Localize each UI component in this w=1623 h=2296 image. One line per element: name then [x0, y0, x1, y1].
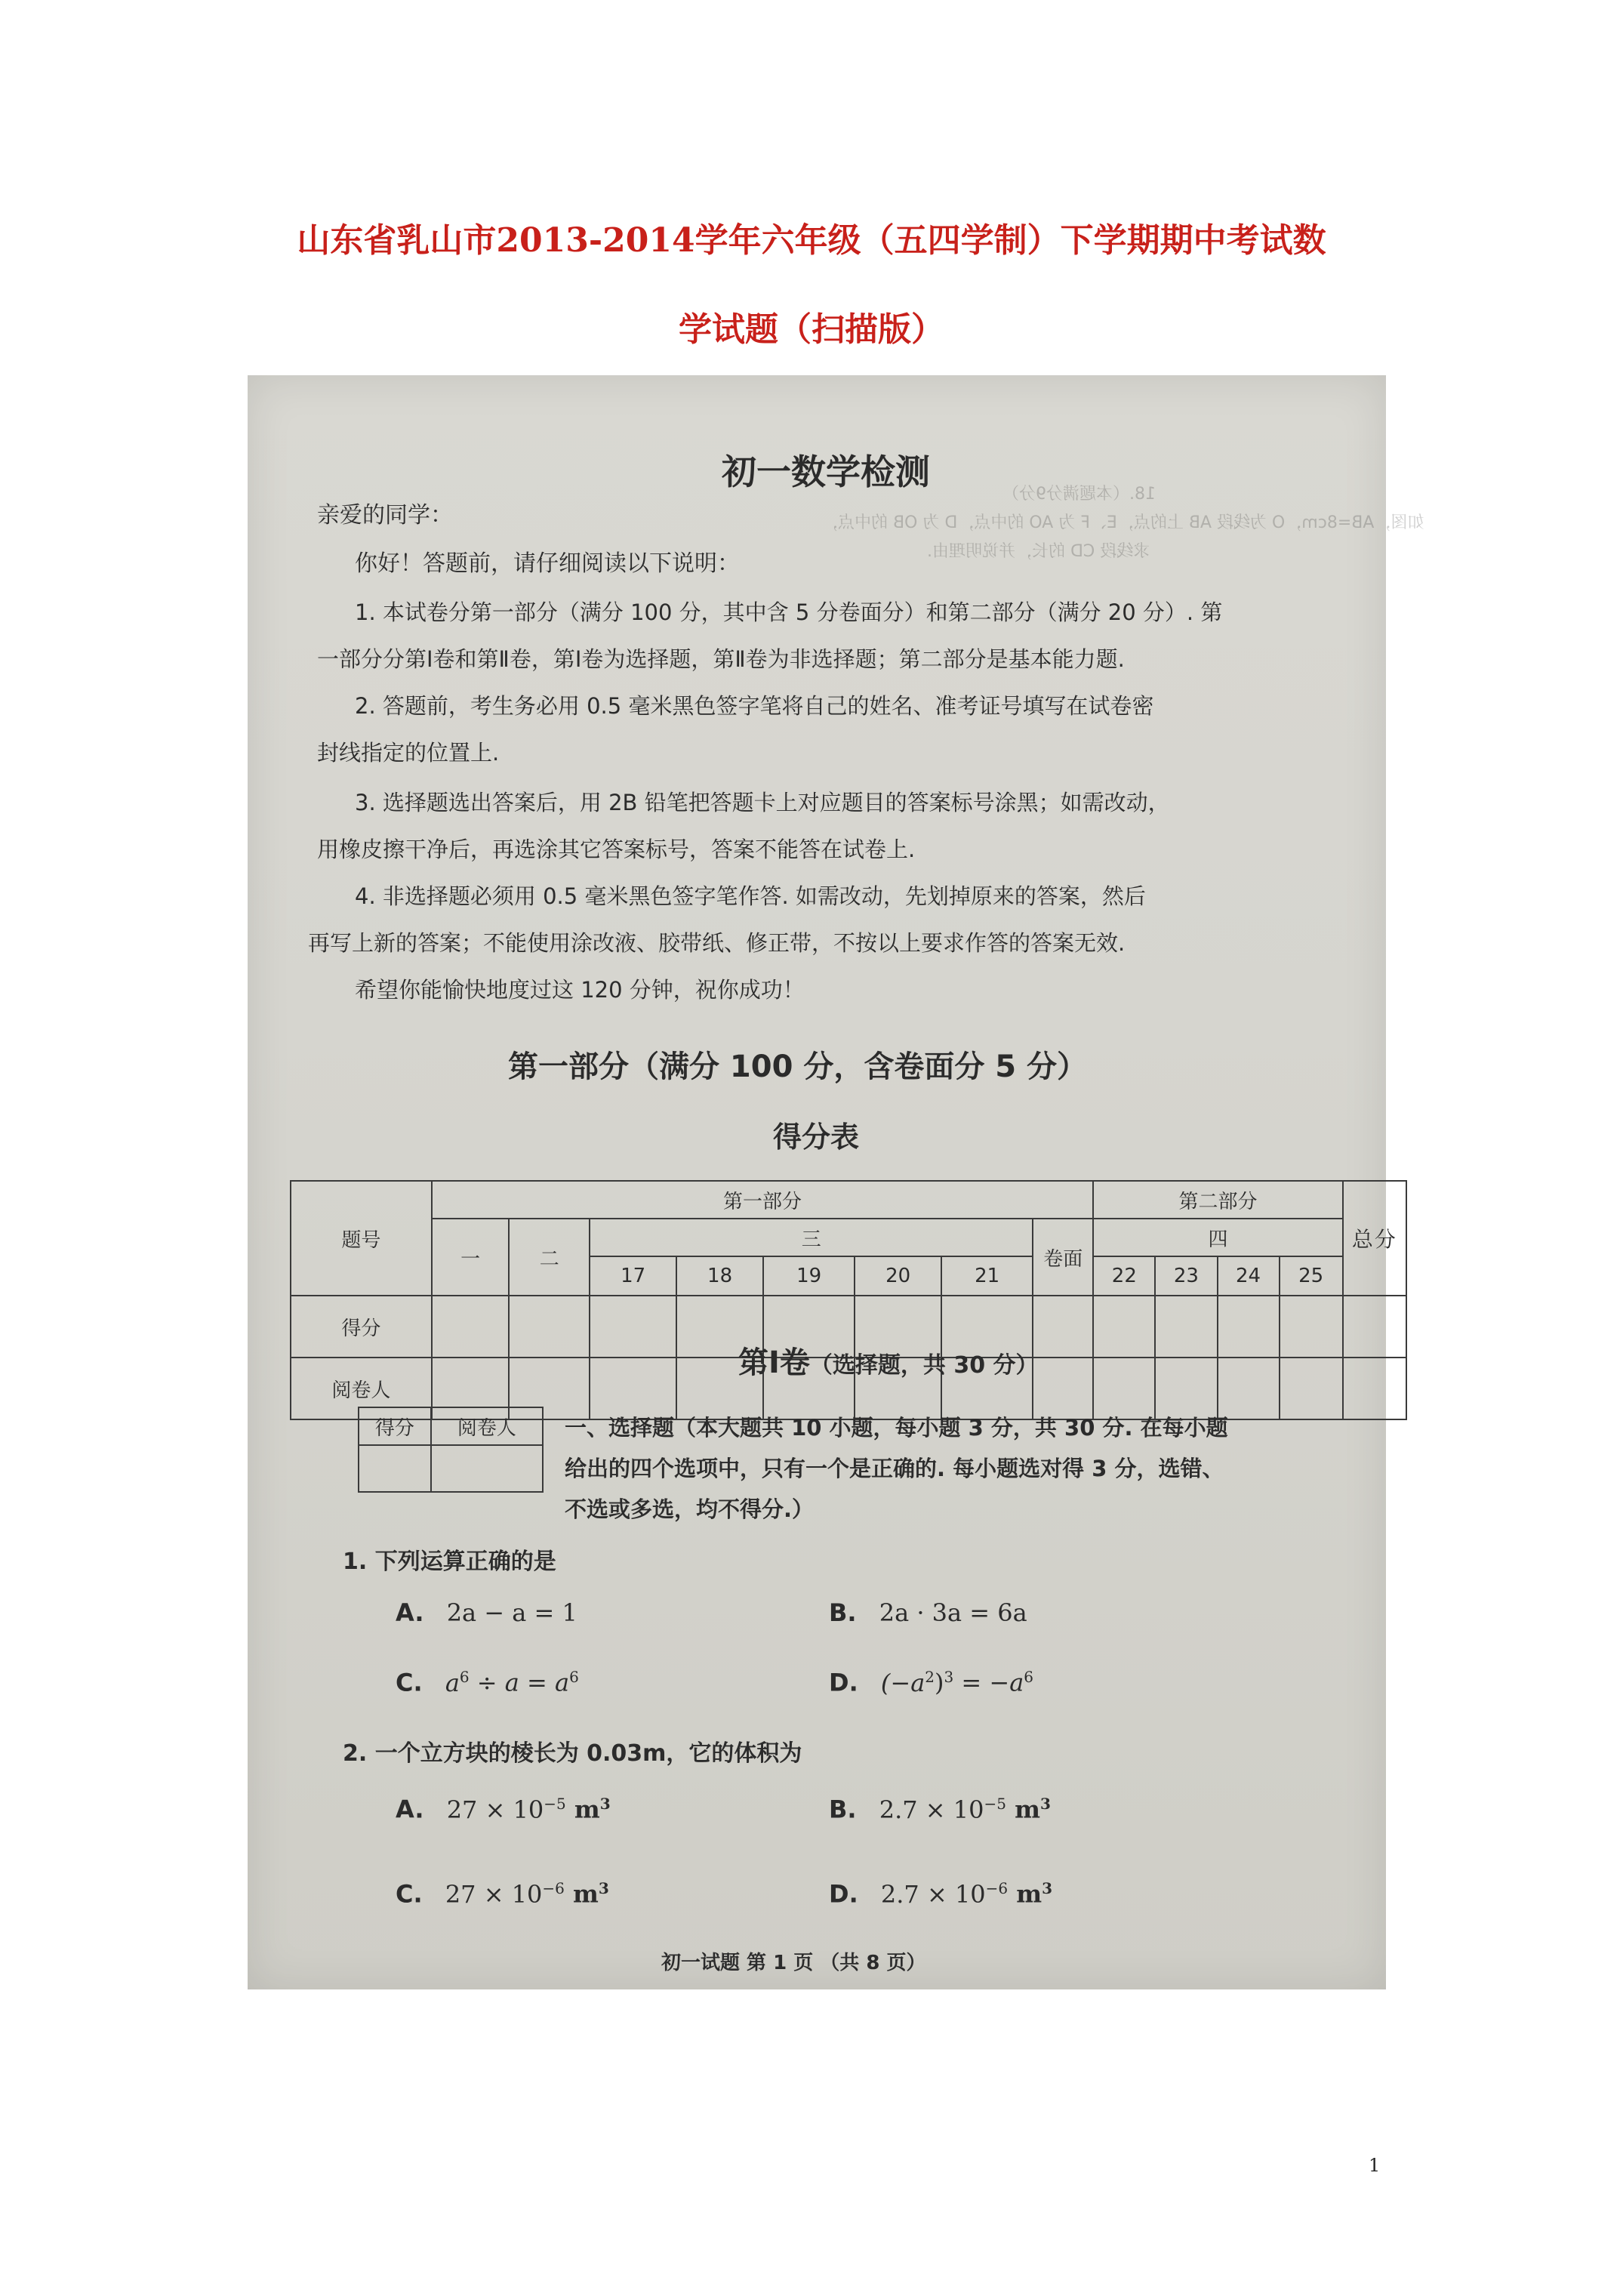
bleed-through-line: 18.（本题满分9分） [1002, 485, 1156, 504]
mini-header-yuejuanren: 阅卷人 [431, 1407, 543, 1445]
score-cell [432, 1296, 510, 1358]
mini-grader-cell [431, 1445, 543, 1492]
instruction-line: 4. 非选择题必须用 0.5 毫米黑色签字笔作答. 如需改动，先划掉原来的答案，然后 [355, 883, 1146, 909]
page-footer: 初一试题 第 1 页 （共 8 页） [661, 1952, 926, 1974]
instruction-line: 用橡皮擦干净后，再选涂其它答案标号，答案不能答在试卷上. [317, 837, 916, 862]
option-label: D. [829, 1879, 858, 1909]
exponent: 3 [944, 1668, 954, 1686]
instruction-line: 再写上新的答案；不能使用涂改液、胶带纸、修正带，不按以上要求作答的答案无效. [308, 930, 1126, 956]
option-label: D. [829, 1668, 858, 1697]
header-q24: 24 [1218, 1256, 1280, 1296]
grader-cell [1155, 1358, 1217, 1419]
header-total: 总分 [1343, 1181, 1406, 1296]
header-q23: 23 [1155, 1256, 1217, 1296]
option-text: 2.7 × 10 [880, 1879, 986, 1909]
header-san: 三 [590, 1219, 1033, 1256]
instruction-line: 一部分分第Ⅰ卷和第Ⅱ卷，第Ⅰ卷为选择题，第Ⅱ卷为非选择题；第二部分是基本能力题. [317, 646, 1125, 672]
q2-option-b [829, 1795, 1051, 1824]
option-label: A. [396, 1795, 424, 1824]
option-text: 2a − a = 1 [446, 1598, 577, 1627]
q1-option-c [396, 1668, 579, 1697]
instruction-line: 2. 答题前，考生务必用 0.5 毫米黑色签字笔将自己的姓名、准考证号填写在试卷密 [355, 693, 1154, 719]
section1-instruction-line: 给出的四个选项中，只有一个是正确的. 每小题选对得 3 分，选错、 [565, 1456, 1224, 1481]
option-text: 2a · 3a = 6a [879, 1598, 1027, 1627]
scanned-exam-page [248, 375, 1424, 1989]
exponent: −6 [542, 1879, 565, 1897]
header-q18: 18 [676, 1256, 763, 1296]
page-number: 1 [1369, 2155, 1381, 2176]
instruction-line: 1. 本试卷分第一部分（满分 100 分，其中含 5 分卷面分）和第二部分（满分 20 分）. 第 [355, 599, 1223, 625]
instruction-line: 希望你能愉快地度过这 120 分钟，祝你成功！ [355, 977, 805, 1003]
header-si: 四 [1093, 1219, 1342, 1256]
mini-score-cell [359, 1445, 431, 1492]
section1-note: （选择题，共 30 分） [809, 1352, 1039, 1379]
option-text: 2.7 × 10 [879, 1795, 984, 1824]
grader-cell [1280, 1358, 1343, 1419]
grader-cell [1343, 1358, 1406, 1419]
q1-option-a [396, 1598, 577, 1627]
row-label-defen: 得分 [291, 1296, 432, 1358]
exponent: −5 [984, 1795, 1006, 1813]
score-cell [1093, 1296, 1155, 1358]
exponent: 6 [1024, 1668, 1033, 1686]
header-part1: 第一部分 [432, 1181, 1093, 1219]
instruction-line: 3. 选择题选出答案后，用 2B 铅笔把答题卡上对应题目的答案标号涂黑；如需改动， [355, 790, 1170, 815]
section1-instruction-line: 不选或多选，均不得分.） [565, 1496, 815, 1522]
header-yi: 一 [432, 1219, 510, 1296]
option-text: ) [935, 1668, 944, 1697]
exponent: 3 [598, 1879, 609, 1897]
unit: m [1008, 1879, 1042, 1909]
unit: m [564, 1879, 599, 1909]
greeting: 亲爱的同学： [317, 502, 453, 529]
exponent: 2 [925, 1668, 935, 1686]
exponent: −6 [985, 1879, 1009, 1897]
q2-option-d [829, 1879, 1052, 1909]
score-cell [1280, 1296, 1343, 1358]
mini-score-table [358, 1407, 544, 1493]
option-text: = −a [953, 1668, 1024, 1697]
header-q19: 19 [763, 1256, 855, 1296]
section1-title-text: 第Ⅰ卷 [738, 1345, 810, 1380]
q2-option-c [396, 1879, 609, 1909]
score-cell [1218, 1296, 1280, 1358]
option-label: B. [829, 1795, 857, 1824]
exponent: −5 [544, 1795, 566, 1813]
exponent: 6 [569, 1668, 579, 1686]
grader-cell [590, 1358, 676, 1419]
question-2-stem: 2. 一个立方块的棱长为 0.03m，它的体积为 [343, 1740, 802, 1767]
score-cell [1033, 1296, 1093, 1358]
header-tihao: 题号 [291, 1181, 432, 1296]
option-label: A. [396, 1598, 424, 1627]
intro-text: 你好！答题前，请仔细阅读以下说明： [355, 550, 740, 577]
option-text: ÷ a = a [469, 1668, 570, 1697]
score-table [290, 1180, 1407, 1420]
score-cell [1343, 1296, 1406, 1358]
header-er: 二 [509, 1219, 590, 1296]
mini-header-defen: 得分 [359, 1407, 431, 1445]
question-1-stem: 1. 下列运算正确的是 [343, 1549, 556, 1575]
exponent: 3 [1039, 1795, 1051, 1813]
exponent: 3 [1042, 1879, 1053, 1897]
score-cell [509, 1296, 590, 1358]
bleed-through-line: 如图，AB=8cm，O 为线段 AB 上的点，E、F 为 AO 的中点，D 为 OB 的中点， [821, 513, 1424, 532]
grader-cell [1218, 1358, 1280, 1419]
header-q20: 20 [855, 1256, 941, 1296]
option-label: B. [829, 1598, 857, 1627]
unit: m [1006, 1795, 1040, 1824]
section1-heading [738, 1339, 1039, 1382]
option-text: (−a [880, 1668, 925, 1697]
section1-instruction-line: 一、选择题（本大题共 10 小题，每小题 3 分，共 30 分. 在每小题 [565, 1415, 1228, 1441]
score-table-title: 得分表 [773, 1120, 860, 1154]
q1-option-b [829, 1598, 1027, 1627]
header-q22: 22 [1093, 1256, 1155, 1296]
header-part2: 第二部分 [1093, 1181, 1342, 1219]
option-label: C. [396, 1668, 423, 1697]
q1-option-d [829, 1668, 1033, 1697]
header-q17: 17 [590, 1256, 676, 1296]
score-cell [1155, 1296, 1217, 1358]
exponent: 6 [459, 1668, 470, 1686]
option-text: 27 × 10 [446, 1795, 544, 1824]
header-juanmian: 卷面 [1033, 1219, 1093, 1296]
score-cell [590, 1296, 676, 1358]
option-label: C. [396, 1879, 423, 1909]
exponent: 3 [599, 1795, 611, 1813]
row-label-yuejuanren: 阅卷人 [291, 1358, 432, 1419]
document-title-line2: 学试题（扫描版） [679, 310, 944, 349]
bleed-through-line: 求线段 CD 的长，并说明理由. [927, 542, 1150, 561]
grader-cell [1093, 1358, 1155, 1419]
unit: m [565, 1795, 600, 1824]
exam-heading: 初一数学检测 [722, 451, 930, 492]
part1-title: 第一部分（满分 100 分，含卷面分 5 分） [508, 1049, 1088, 1084]
header-q25: 25 [1280, 1256, 1343, 1296]
q2-option-a [396, 1795, 611, 1824]
grader-cell [1033, 1358, 1093, 1419]
header-q21: 21 [941, 1256, 1033, 1296]
document-title-line1: 山东省乳山市2013-2014学年六年级（五四学制）下学期期中考试数 [297, 221, 1326, 260]
instruction-line: 封线指定的位置上. [317, 740, 500, 766]
option-text: a [445, 1668, 460, 1697]
option-text: 27 × 10 [445, 1879, 543, 1909]
